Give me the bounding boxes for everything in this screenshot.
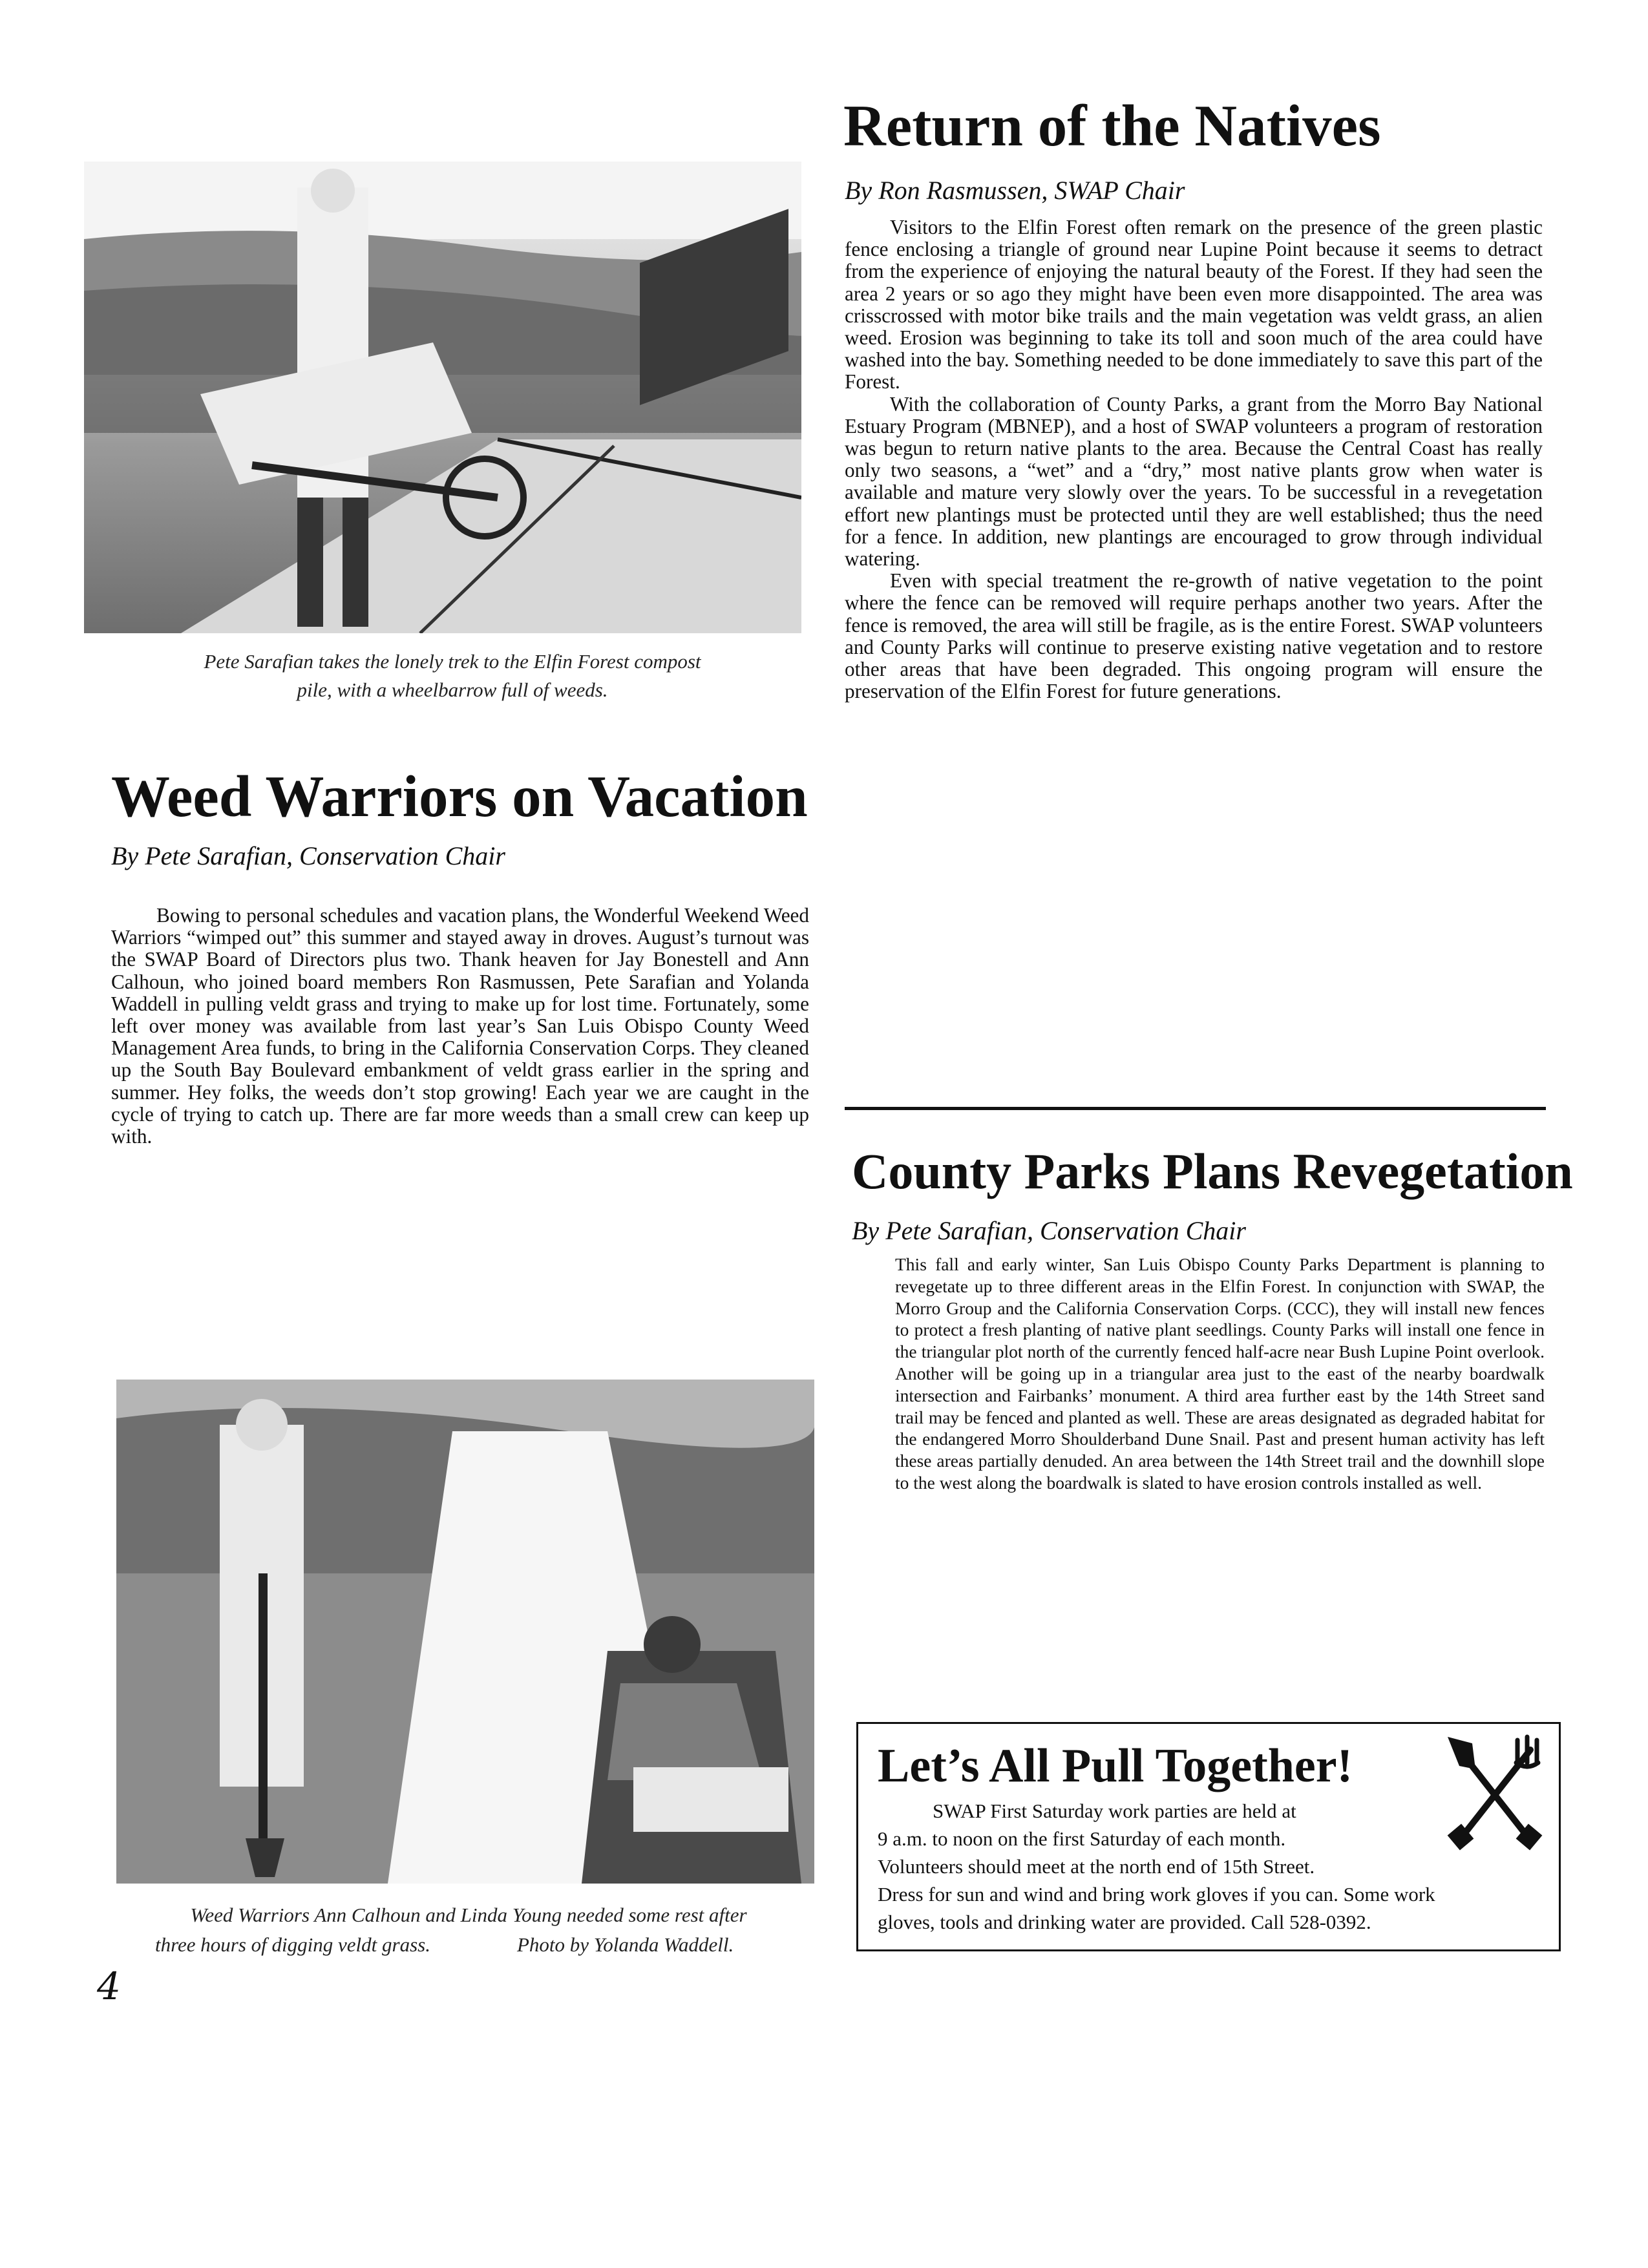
photo-weed-warriors-resting <box>116 1380 814 1884</box>
photo-resting-caption-line2: three hours of digging veldt grass. <box>155 1933 430 1956</box>
weed-warriors-body <box>111 905 809 1148</box>
garden-tools-icon <box>1440 1730 1550 1853</box>
photo-resting-image <box>116 1380 814 1884</box>
return-natives-headline: Return of the Natives <box>843 93 1381 158</box>
photo-wheelbarrow-caption: Pete Sarafian takes the lonely trek to the Elfin Forest compost pile, with a wheelbarrow full of weeds. <box>204 650 701 701</box>
county-parks-body <box>895 1254 1545 1494</box>
photo-wheelbarrow-image <box>84 162 801 633</box>
page-number: 4 <box>97 1964 121 2008</box>
pull-together-line-1: SWAP First Saturday work parties are held at <box>933 1800 1296 1822</box>
county-parks-paragraph: This fall and early winter, San Luis Obispo County Parks Department is planning to revegetate up to three different areas in the Elfin Forest. In conjunction with SWAP, the Morro Group and the California Conservation Corps. (CCC), they will install new fences to protect a fresh planting of native plant seedlings. County Parks will install one fence in the triangular plot north of the currently fenced half-acre near Bush Lupine Point overlook. Another will be going up in a triangular area just to the east of the nearby boardwalk intersection and Fairbanks’ monument. A third area further east by the 14th Street sand trail may be fenced and planted as well. These are areas designated as degraded habitat for the endangered Morro Shoulderband Dune Snail. Past and present human activity has left these areas partially denuded. An area between the 14th Street trail and the downhill slope to the west along the boardwalk is slated to have erosion controls installed as well. <box>895 1254 1545 1493</box>
county-parks-byline: By Pete Sarafian, Conservation Chair <box>852 1216 1246 1245</box>
pull-together-line-3: Volunteers should meet at the north end of 15th Street. <box>878 1855 1315 1878</box>
return-natives-paragraph-1: Visitors to the Elfin Forest often remark on the presence of the green plastic fence enclosing a triangle of ground near Lupine Point because it seems to detract from the experience of enjoying the natural beauty of the Forest. If they had seen the area 2 years or so ago they might have been even more disappointed. The area was crisscrossed with motor bike trails and the main vegetation was veldt grass, an alien weed. Erosion was beginning to take its toll and soon much of the area could have washed into the bay. Something needed to be done immediately to save this part of the Forest. <box>845 216 1543 394</box>
photo-credit: Photo by Yolanda Waddell. <box>517 1933 734 1956</box>
return-natives-paragraph-2: With the collaboration of County Parks, a grant from the Morro Bay National Estuary Program (MBNEP), and a host of SWAP volunteers a program of restoration was begun to return native plants to the area. Because the Central Coast has really only two seasons, a “wet” and a “dry,” most native plants grow when water is available and mature very slowly over the years. To be successful in a revegetation effort new plantings must be protected until they are well established; thus the need for a fence. In addition, new plantings are encouraged to grow through individual watering. <box>845 392 1543 571</box>
weed-warriors-byline: By Pete Sarafian, Conservation Chair <box>111 841 505 870</box>
weed-warriors-headline: Weed Warriors on Vacation <box>111 764 808 829</box>
return-natives-paragraph-3: Even with special treatment the re-growth of native vegetation to the point where the fence can be removed will require perhaps another two years. After the fence is removed, the area will still be fragile, as is the entire Forest. SWAP volunteers and County Parks will continue to preserve existing native vegetation and to restore other areas that have been degraded. This ongoing program will ensure the preservation of the Elfin Forest for future generations. <box>845 569 1543 703</box>
county-parks-headline: County Parks Plans Revegetation <box>852 1143 1573 1199</box>
pull-together-line-2: 9 a.m. to noon on the first Saturday of each month. <box>878 1827 1286 1850</box>
section-divider <box>845 1107 1546 1110</box>
pull-together-line-4: Dress for sun and wind and bring work gloves if you can. Some work <box>878 1883 1435 1906</box>
return-natives-body <box>845 216 1543 702</box>
pull-together-line-5: gloves, tools and drinking water are provided. Call 528-0392. <box>878 1911 1371 1933</box>
photo-wheelbarrow <box>84 162 801 633</box>
return-natives-byline: By Ron Rasmussen, SWAP Chair <box>845 176 1185 205</box>
weed-warriors-paragraph: Bowing to personal schedules and vacation plans, the Wonderful Weekend Weed Warriors “wimped out” this summer and stayed away in droves. August’s turnout was the SWAP Board of Directors plus two. Thank heaven for Jay Bonestell and Ann Calhoun, who joined board members Ron Rasmussen, Pete Sarafian and Yolanda Waddell in pulling veldt grass and trying to make up for lost time. Fortunately, some left over money was available from last year’s San Luis Obispo County Weed Management Area funds, to bring in the California Conservation Corps. They cleaned up the South Bay Boulevard embankment of veldt grass earlier in the spring and summer. Hey folks, the weeds don’t stop growing! Each year we are caught in the cycle of trying to catch up. There are far more weeds than a small crew can keep up with. <box>111 904 809 1148</box>
photo-resting-caption-line1: Weed Warriors Ann Calhoun and Linda Young needed some rest after <box>190 1904 747 1926</box>
pull-together-headline: Let’s All Pull Together! <box>878 1739 1353 1792</box>
pull-together-box <box>856 1722 1561 1951</box>
